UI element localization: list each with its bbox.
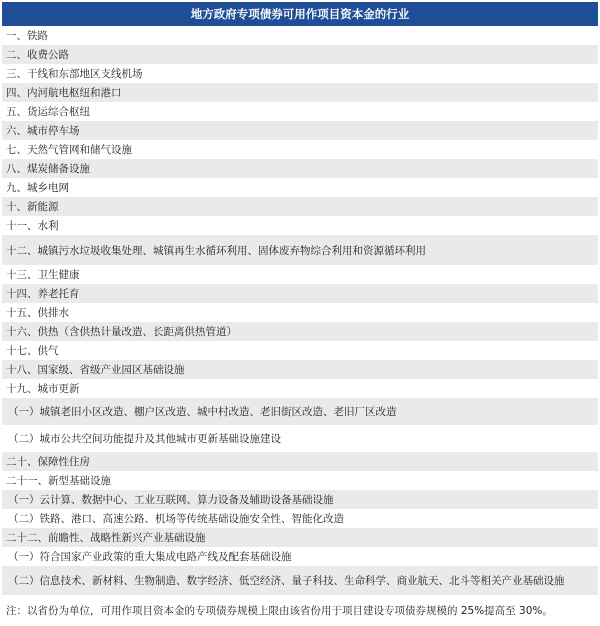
- table-row: 十五、供排水: [6, 307, 69, 319]
- table-row: 十三、卫生健康: [6, 269, 80, 281]
- table-row: 十一、水利: [6, 220, 59, 232]
- table-row: 九、城乡电网: [6, 182, 69, 194]
- table-row: （二）信息技术、新材料、生物制造、数字经济、低空经济、量子科技、生命科学、商业航天、北斗等相关产业基础设施: [2, 566, 598, 595]
- table-row: 十六、供热（含供热计量改造、长距离供热管道）: [2, 322, 598, 341]
- table-row: 二十、保障性住房: [2, 452, 598, 471]
- table-row: 二十一、新型基础设施: [6, 475, 111, 487]
- footnote: 注：以省份为单位，可用作项目资本金的专项债券规模上限由该省份用于项目建设专项债券规模的 25%提高至 30%。: [6, 605, 553, 617]
- table-row: 十九、城市更新: [6, 383, 80, 395]
- table-row: 一、铁路: [6, 30, 48, 42]
- table-row: 十四、养老托育: [2, 284, 598, 303]
- table-row: 十二、城镇污水垃圾收集处理、城镇再生水循环利用、固体废弃物综合利用和资源循环利用: [2, 235, 598, 265]
- table-row: 四、内河航电枢纽和港口: [2, 83, 598, 102]
- table-row: （一）符合国家产业政策的重大集成电路产线及配套基础设施: [8, 551, 292, 563]
- table-row: （一）城镇老旧小区改造、棚户区改造、城中村改造、老旧街区改造、老旧厂区改造: [2, 398, 598, 425]
- table-row: 二、收费公路: [2, 45, 598, 64]
- table-row: （二）铁路、港口、高速公路、机场等传统基础设施安全性、智能化改造: [8, 513, 344, 525]
- table-row: 六、城市停车场: [2, 121, 598, 140]
- table-row: 三、干线和东部地区支线机场: [6, 68, 143, 80]
- table-title: 地方政府专项债券可用作项目资本金的行业: [2, 2, 598, 26]
- table-row: 五、货运综合枢纽: [6, 106, 90, 118]
- table-row: 十八、国家级、省级产业园区基础设施: [2, 360, 598, 379]
- industry-table: [0, 26, 600, 595]
- table-row: 八、煤炭储备设施: [2, 159, 598, 178]
- table-row: 十、新能源: [2, 197, 598, 216]
- table-row: （二）城市公共空间功能提升及其他城市更新基础设施建设: [8, 433, 281, 445]
- table-row: 十七、供气: [6, 345, 59, 357]
- document: [0, 2, 600, 626]
- table-row: 二十二、前瞻性、战略性新兴产业基础设施: [2, 528, 598, 547]
- table-row: （一）云计算、数据中心、工业互联网、算力设备及辅助设备基础设施: [2, 490, 598, 509]
- table-row: 七、天然气管网和储气设施: [6, 144, 132, 156]
